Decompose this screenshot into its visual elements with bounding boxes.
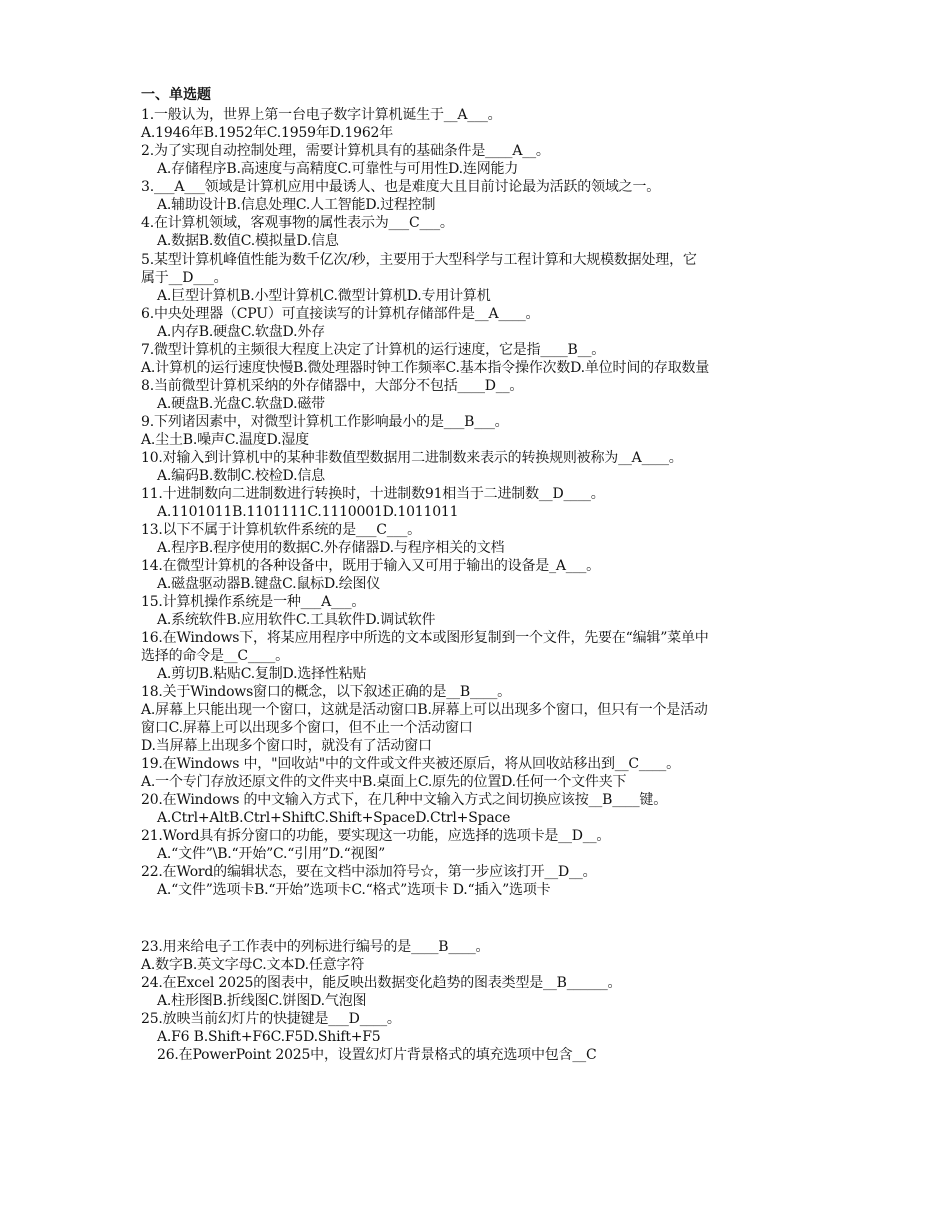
question-19: 19.在Windows 中，"回收站"中的文件或文件夹被还原后，将从回收站移出到__C____。 bbox=[141, 756, 680, 772]
question-10: 10.对输入到计算机中的某种非数值型数据用二进制数来表示的转换规则被称为__A____。 bbox=[141, 450, 683, 466]
options-2: A.存储程序B.高速度与高精度C.可靠性与可用性D.连网能力 bbox=[157, 161, 519, 177]
question-9: 9.下列诸因素中，对微型计算机工作影响最小的是___B___。 bbox=[141, 414, 509, 430]
question-8: 8.当前微型计算机采纳的外存储器中，大部分不包括____D__。 bbox=[141, 378, 524, 394]
question-21: 21.Word具有拆分窗口的功能，要实现这一功能，应选择的选项卡是__D__。 bbox=[141, 828, 611, 844]
options-19: A.一个专门存放还原文件的文件夹中B.桌面上C.原先的位置D.任何一个文件夹下 bbox=[141, 774, 627, 790]
question-15: 15.计算机操作系统是一种___A___。 bbox=[141, 594, 366, 610]
options-24: A.柱形图B.折线图C.饼图D.气泡图 bbox=[157, 993, 367, 1009]
question-16-line-1: 16.在Windows下，将某应用程序中所选的文本或图形复制到一个文件，先要在“编辑”菜单中 bbox=[141, 630, 709, 646]
question-5-line-1: 5.某型计算机峰值性能为数千亿次/秒，主要用于大型科学与工程计算和大规模数据处理，它 bbox=[141, 252, 697, 268]
options-14: A.磁盘驱动器B.键盘C.鼠标D.绘图仪 bbox=[157, 576, 381, 592]
options-7: A.计算机的运行速度快慢B.微处理器时钟工作频率C.基本指令操作次数D.单位时间的存取数量 bbox=[141, 360, 710, 376]
question-3: 3.___A___领域是计算机应用中最诱人、也是难度大且目前讨论最为活跃的领域之一。 bbox=[141, 179, 661, 195]
options-16: A.剪切B.粘贴C.复制D.选择性粘贴 bbox=[157, 666, 367, 682]
question-23: 23.用来给电子工作表中的列标进行编号的是____B____。 bbox=[141, 939, 490, 955]
question-22: 22.在Word的编辑状态，要在文档中添加符号☆，第一步应该打开__D__。 bbox=[141, 864, 597, 880]
options-4: A.数据B.数值C.模拟量D.信息 bbox=[157, 233, 339, 249]
question-11: 11.十进制数向二进制数进行转换时，十进制数91相当于二进制数__D____。 bbox=[141, 486, 605, 502]
options-5: A.巨型计算机B.小型计算机C.微型计算机D.专用计算机 bbox=[157, 288, 491, 304]
options-18-line-3: D.当屏幕上出现多个窗口时，就没有了活动窗口 bbox=[141, 738, 432, 754]
options-15: A.系统软件B.应用软件C.工具软件D.调试软件 bbox=[157, 612, 436, 628]
options-6: A.内存B.硬盘C.软盘D.外存 bbox=[157, 324, 325, 340]
options-8: A.硬盘B.光盘C.软盘D.磁带 bbox=[157, 396, 325, 412]
options-22: A.“文件”选项卡B.“开始”选项卡C.“格式”选项卡 D.“插入”选项卡 bbox=[157, 882, 551, 898]
question-20: 20.在Windows 的中文输入方式下，在几种中文输入方式之间切换应该按__B____键。 bbox=[141, 792, 667, 808]
options-3: A.辅助设计B.信息处理C.人工智能D.过程控制 bbox=[157, 197, 436, 213]
options-25: A.F6 B.Shift+F6C.F5D.Shift+F5 bbox=[157, 1029, 381, 1045]
question-14: 14.在微型计算机的各种设备中，既用于输入又可用于输出的设备是_A___。 bbox=[141, 558, 600, 574]
question-1: 1.一般认为，世界上第一台电子数字计算机诞生于__A___。 bbox=[141, 107, 502, 123]
question-24: 24.在Excel 2025的图表中，能反映出数据变化趋势的图表类型是__B______。 bbox=[141, 975, 622, 991]
question-7: 7.微型计算机的主频很大程度上决定了计算机的运行速度，它是指____B__。 bbox=[141, 342, 606, 358]
options-23: A.数字B.英文字母C.文本D.任意字符 bbox=[141, 957, 365, 973]
options-13: A.程序B.程序使用的数据C.外存储器D.与程序相关的文档 bbox=[157, 540, 505, 556]
question-5-line-2: 属于__D___。 bbox=[141, 270, 228, 286]
section-heading: 一、单选题 bbox=[141, 87, 211, 103]
options-1: A.1946年B.1952年C.1959年D.1962年 bbox=[141, 125, 394, 141]
question-26: 26.在PowerPoint 2025中，设置幻灯片背景格式的填充选项中包含__C bbox=[157, 1047, 597, 1063]
question-18: 18.关于Windows窗口的概念，以下叙述正确的是__B____。 bbox=[141, 684, 511, 700]
options-10: A.编码B.数制C.校检D.信息 bbox=[157, 468, 325, 484]
question-13: 13.以下不属于计算机软件系统的是___C___。 bbox=[141, 522, 421, 538]
options-20: A.Ctrl+AltB.Ctrl+ShiftC.Shift+SpaceD.Ctrl+Space bbox=[157, 810, 511, 826]
options-18-line-2: 窗口C.屏幕上可以出现多个窗口，但不止一个活动窗口 bbox=[141, 720, 473, 736]
question-16-line-2: 选择的命令是__C____。 bbox=[141, 648, 289, 664]
question-2: 2.为了实现自动控制处理，需要计算机具有的基础条件是____A__。 bbox=[141, 143, 550, 159]
question-25: 25.放映当前幻灯片的快捷键是___D____。 bbox=[141, 1011, 401, 1027]
question-4: 4.在计算机领域，客观事物的属性表示为___C___。 bbox=[141, 215, 454, 231]
options-18-line-1: A.屏幕上只能出现一个窗口，这就是活动窗口B.屏幕上可以出现多个窗口，但只有一个是活动 bbox=[141, 702, 708, 718]
options-11: A.1101011B.1101111C.1110001D.1011011 bbox=[157, 504, 459, 520]
question-6: 6.中央处理器（CPU）可直接读写的计算机存储部件是__A____。 bbox=[141, 306, 540, 322]
options-9: A.尘土B.噪声C.温度D.湿度 bbox=[141, 432, 309, 448]
options-21: A.“文件”\B.“开始”C.“引用”D.“视图” bbox=[157, 846, 386, 862]
